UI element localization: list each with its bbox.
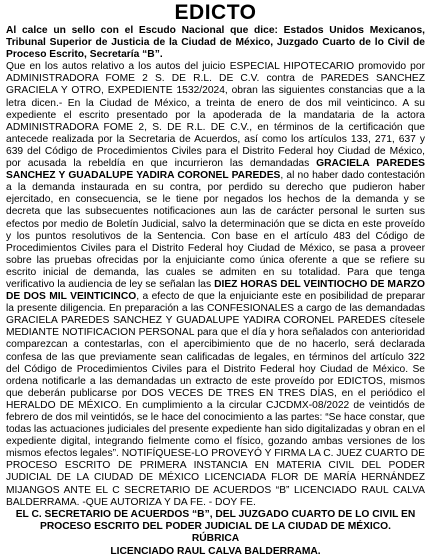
- secretary-name: LICENCIADO RAUL CALVA BALDERRAMA.: [110, 545, 321, 557]
- notice-title: EDICTO: [174, 1, 257, 24]
- body-text-part-3: , a efecto de que la enjuiciante este en posibilidad de preparar la presente diligencia. En preparación a las CONFESIONALES a cargo de las demandadas GRACIELA PAREDES SANCHEZ Y GUADALUPE YADIRA CORONEL PAREDES cítesele MEDIANTE NOTIFICACION PERSONAL para que el día y hora señalados con anterioridad comparezcan a contestarlas, con el apercibimiento que de no hacerlo, será declarada confesa de las que previamente sean calificadas de legales, en términos del artículo 322 del Código de Procedimientos Civiles para el Distrito Federal hoy Ciudad de México. Se ordena notificarle a las demandadas un extracto de este proveído por EDICTOS, mismos que deberán publicarse por DOS VECES DE TRES EN TRES DÍAS, en el periódico el HERALDO DE MÉXICO. En cumplimiento a la circular CJCDMX-08/2022 de veintidós de febrero de dos mil veintidós, se le hace del conocimiento a las partes: “Se hace constar, que todas las actuaciones judiciales del presente expediente han sido digitalizadas y obran en el expediente digital, integrando fielmente como el físico, gozando ambas versiones de los mismos efectos legales”. NOTIFÍQUESE-LO PROVEYÓ Y FIRMA LA C. JUEZ CUARTO DE PROCESO ESCRITO DE PRIMERA INSTANCIA EN MATERIA CIVIL DEL PODER JUDICIAL DE LA CIUDAD DE MÉXICO LICENCIADA FLOR DE MARÍA HERNÁNDEZ MIJANGOS ANTE EL C SECRETARIO DE ACUERDOS “B” LICENCIADO RAUL CALVA BALDERRAMA. -QUE AUTORIZA Y DA FE. - DOY FE.: [6, 291, 425, 508]
- rubrica-label: RÚBRICA: [191, 533, 240, 545]
- defendant-names: GRACIELA PAREDES SANCHEZ Y GUADALUPE YADIRA CORONEL PAREDES: [6, 158, 425, 182]
- body-text-part-2: , al no haber dado contestación a la demanda instaurada en su contra, por perdido su derecho que pudieron haber ejercitado, en consecuencia, se le tiene por negados los hechos de la demanda y se decreta que las subsecuentes notificaciones aun las de carácter personal le surten sus efectos por medio de Boletín Judicial, salvo la determinación que se dicta en este proveído y los puntos resolutivos de la Sentencia. Con base en el artículo 483 del Código de Procedimientos Civiles para el Distrito Federal hoy Ciudad de México, se pasa a proveer sobre las pruebas ofrecidas por la enjuiciante como única oferente a que se refiere su escrito inicial de demanda, las cuales se admiten en su totalidad. Para que tenga verificativo la audiencia de ley se señalan las: [6, 170, 425, 290]
- secretary-signature-line: EL C. SECRETARIO DE ACUERDOS “B”, DEL JUZGADO CUARTO DE LO CIVIL EN PROCESO ESCRITO DEL PODER JUDICIAL DE LA CIUDAD DE MÉXICO.: [15, 508, 416, 533]
- hearing-date: DIEZ HORAS DEL VEINTIOCHO DE MARZO DE DOS MIL VEINTICINCO: [6, 278, 425, 303]
- seal-heading: Al calce un sello con el Escudo Nacional que dice: Estados Unidos Mexicanos, Tribunal Superior de Justicia de la Ciudad de México, Juzgado Cuarto de lo Civil de Proceso Escrito, Secretaría “B”.: [6, 25, 425, 61]
- notice-body: [6, 61, 425, 508]
- body-text-part-1: Que en los autos relativo a los autos del juicio ESPECIAL HIPOTECARIO promovido por ADMINISTRADORA FOME 2 S. DE R.L. DE C.V. contra de PAREDES SANCHEZ GRACIELA Y OTRO, EXPEDIENTE 1532/2024, obran las siguientes constancias que a la letra dicen.- En la Ciudad de México, a treinta de enero de dos mil veinticinco. A su expediente el escrito presentado por la apoderada de la mandataria de la actora ADMINISTRADORA FOME 2, S. DE R.L. DE C.V., en términos de la certificación que antecede realizada por la Secretaria de Acuerdos, así como los artículos 133, 271, 637 y 639 del Código de Procedimientos Civiles para el Distrito Federal hoy Ciudad de México, por acusada la rebeldía en que incurrieron las demandadas: [6, 61, 425, 170]
